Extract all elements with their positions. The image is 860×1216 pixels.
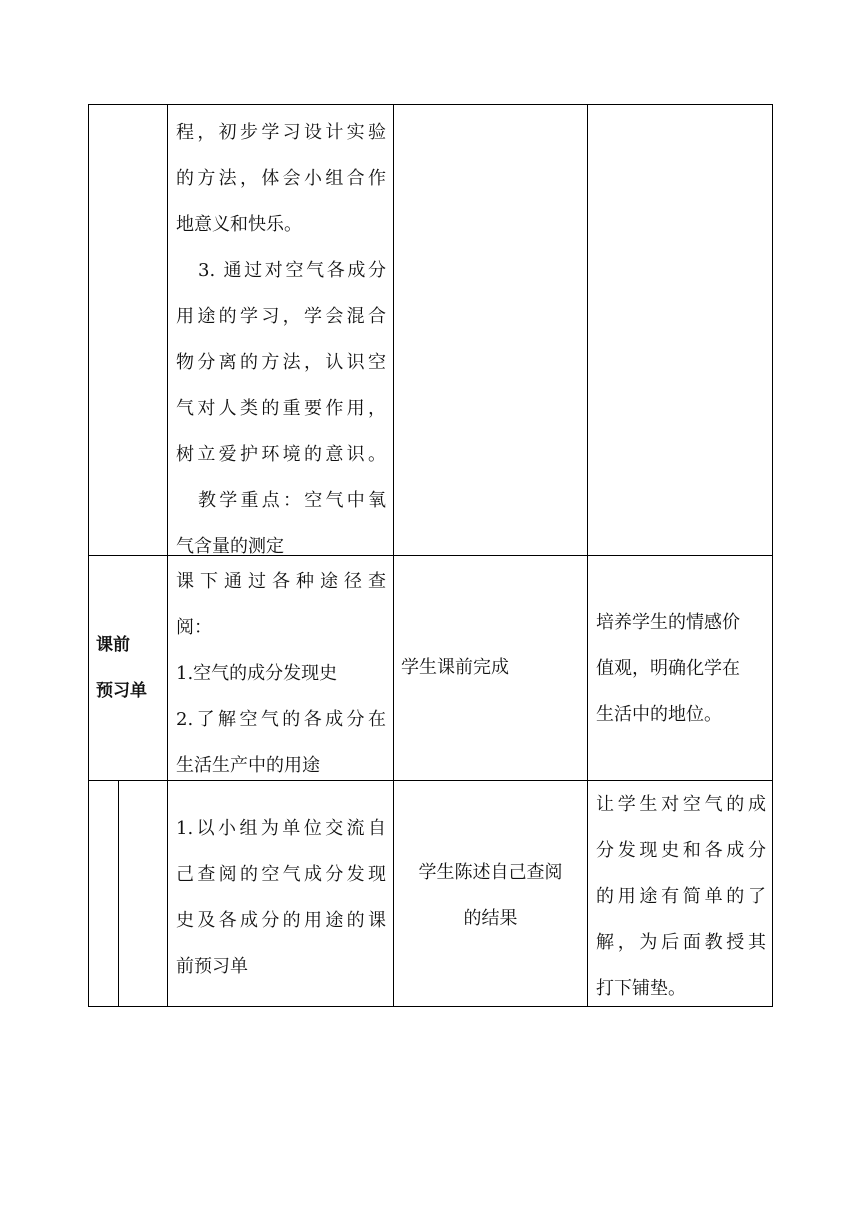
row2-line-4: 2.了解空气的各成分在 (176, 709, 386, 730)
row1-line-9: 教学重点：空气中氧 (198, 490, 386, 511)
column-divider-0 (88, 104, 89, 1007)
row1-line-7: 气对人类的重要作用， (176, 398, 386, 419)
row1-line-3: 地意义和快乐。 (176, 214, 302, 235)
row3-intent-line-3: 的用途有简单的了 (596, 886, 766, 907)
row3-student-activity-line-1: 学生陈述自己查阅 (418, 862, 563, 883)
table-border-top (88, 104, 773, 105)
row1-line-4: 3. 通过对空气各成分 (198, 260, 386, 281)
row2-intent-line-3: 生活中的地位。 (596, 704, 722, 725)
row2-content-cell (176, 559, 386, 789)
row1-line-10: 气含量的测定 (176, 536, 284, 557)
row2-line-2: 阅： (176, 617, 212, 638)
row3-line-2: 己查阅的空气成分发现 (176, 864, 386, 885)
row3-student-activity-cell (394, 850, 587, 942)
column-divider-3 (587, 104, 588, 1007)
row2-intent-line-1: 培养学生的情感价 (596, 612, 740, 633)
row1-line-5: 用途的学习，学会混合 (176, 306, 386, 327)
row2-student-activity: 学生课前完成 (401, 657, 509, 678)
row2-student-activity-cell (401, 645, 581, 691)
row3-intent-line-2: 分发现史和各成分 (596, 840, 766, 861)
row3-student-activity-line-2: 的结果 (463, 908, 518, 929)
column-divider-1 (167, 104, 168, 1007)
row3-intent-line-1: 让学生对空气的成 (596, 794, 766, 815)
row1-line-2: 的方法，体会小组合作 (176, 168, 386, 189)
row3-intent-line-5: 打下铺垫。 (596, 978, 686, 999)
row3-intent-cell (596, 782, 766, 1012)
row3-line-4: 前预习单 (176, 956, 248, 977)
row3-content-cell (176, 806, 386, 990)
row2-stage-cell (96, 622, 164, 714)
row2-line-1: 课下通过各种途径查 (176, 571, 386, 592)
row1-line-6: 物分离的方法，认识空 (176, 352, 386, 373)
row2-intent-line-2: 值观，明确化学在 (596, 658, 740, 679)
row3-intent-line-4: 解，为后面教授其 (596, 932, 766, 953)
column-divider-4 (772, 104, 773, 1007)
row3-line-3: 史及各成分的用途的课 (176, 910, 386, 931)
sub-column-divider (118, 780, 119, 1007)
row2-stage-line-2: 预习单 (96, 681, 147, 701)
row1-line-1: 程，初步学习设计实验 (176, 122, 386, 143)
row1-line-8: 树立爱护环境的意识。 (176, 444, 386, 465)
row2-line-3: 1.空气的成分发现史 (176, 663, 338, 684)
row2-line-5: 生活生产中的用途 (176, 755, 320, 776)
row2-intent-cell (596, 600, 766, 738)
row2-stage-line-1: 课前 (96, 635, 130, 655)
row1-content-cell (176, 110, 386, 570)
row3-line-1: 1.以小组为单位交流自 (176, 818, 386, 839)
